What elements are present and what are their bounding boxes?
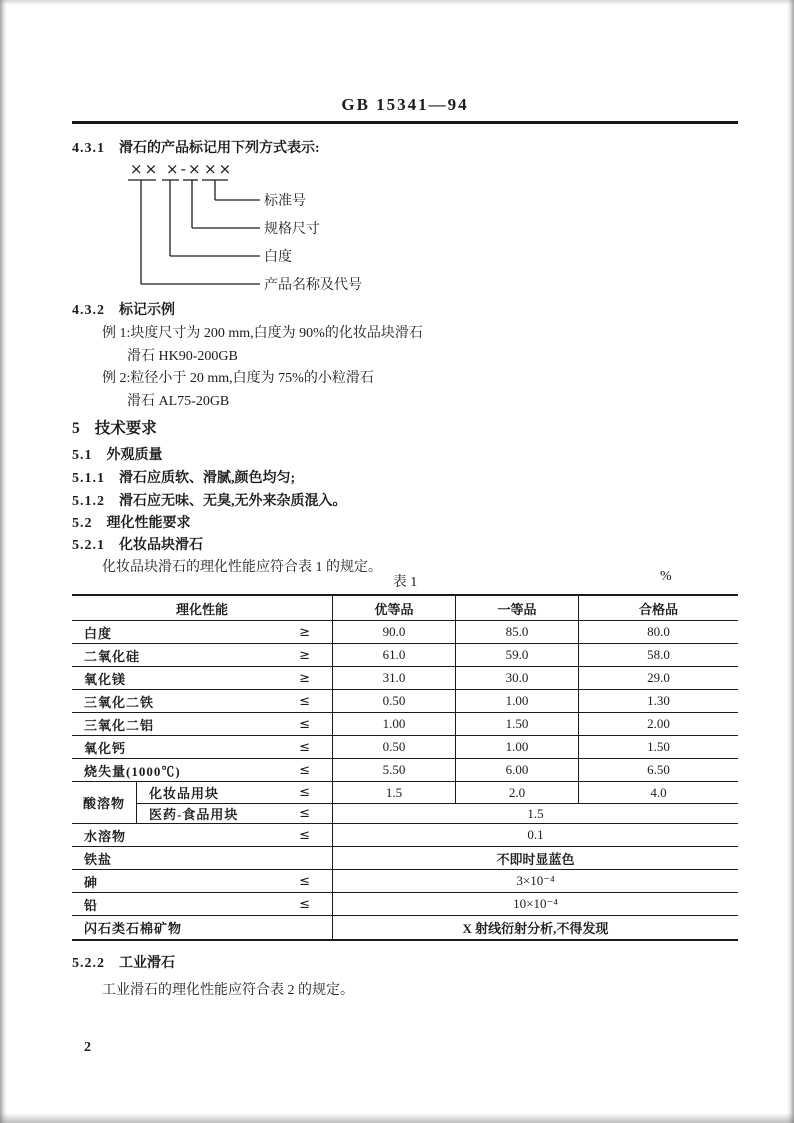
column-header-qualified-grade: 合格品 [578,596,738,620]
value-span-cell: 0.1 [332,824,738,846]
column-header-first-grade: 一等品 [455,596,578,620]
clause-number: 5.2 [72,516,93,531]
value-cell: 1.5 [332,782,455,803]
clause-text: 化妆品块滑石 [119,538,203,553]
value-cell: 1.00 [455,690,578,712]
value-cell: 6.00 [455,759,578,781]
limit-symbol: ≤ [299,827,310,843]
value-cell: 5.50 [332,759,455,781]
table-row [72,690,738,713]
clause-text: 标记示例 [119,303,175,318]
row-label-cell [72,736,332,758]
value-cell: 1.50 [578,736,738,758]
clause-5-2-2 [72,952,175,972]
subrow-label-cell [137,804,332,823]
example-1-line-1: 例 1:块度尺寸为 200 mm,白度为 90%的化妆品块滑石 [102,326,423,341]
value-cell: 1.00 [332,713,455,735]
property-label: 闪石类石棉矿物 [84,921,183,936]
standard-number-header: GB 15341—94 [341,95,469,114]
clause-4-3-1 [72,137,320,157]
scan-edge-bottom [0,1113,794,1123]
limit-symbol: ≤ [299,693,310,709]
row-label-cell [72,870,332,892]
marking-code-group1: ×× [130,160,160,178]
clause-text: 滑石的产品标记用下列方式表示: [119,141,320,156]
subrow-label-cell [137,782,332,803]
limit-symbol: ≥ [299,670,310,686]
value-cell: 58.0 [578,644,738,666]
value-span-cell: 1.5 [332,804,738,823]
value-cell: 59.0 [455,644,578,666]
value-cell: 29.0 [578,667,738,689]
row-label-cell [72,893,332,915]
clause-5-1-2 [72,490,347,510]
property-label: 烧失量(1000℃) [84,763,181,779]
clause-5-1-1 [72,467,295,487]
property-label: 砷 [84,874,99,890]
table-row [72,644,738,667]
value-cell: 1.30 [578,690,738,712]
value-span-cell: 10×10⁻⁴ [332,893,738,915]
clause-number: 5 [72,420,81,437]
product-marking-diagram [122,160,432,302]
limit-symbol: ≥ [299,624,310,640]
row-group-label: 酸溶物 [72,782,137,823]
clause-5-2-2-body: 工业滑石的理化性能应符合表 2 的规定。 [102,983,354,998]
table-row [72,667,738,690]
limit-symbol: ≤ [299,806,310,821]
clause-number: 5.2.1 [72,538,105,553]
value-cell: 1.00 [455,736,578,758]
diagram-label-spec-size: 规格尺寸 [264,222,320,237]
row-label-cell [72,759,332,781]
diagram-label-whiteness: 白度 [264,250,292,265]
property-label: 二氧化硅 [84,648,141,664]
limit-symbol: ≤ [299,785,310,800]
row-label-cell [72,667,332,689]
limit-symbol: ≤ [299,873,310,889]
page-number: 2 [84,1040,91,1055]
scan-edge-top [0,0,794,5]
table-row [72,759,738,782]
limit-symbol: ≤ [299,716,310,732]
value-cell: 1.50 [455,713,578,735]
limit-symbol: ≤ [299,896,310,912]
marking-code-group2: ×-× [166,160,203,178]
property-label: 医药-食品用块 [149,807,239,822]
limit-symbol: ≥ [299,647,310,663]
property-label: 白度 [84,625,113,641]
property-label: 铁盐 [84,851,113,867]
table-1-caption: 表 1 [392,575,418,590]
limit-symbol: ≤ [299,739,310,755]
table-subrow [137,803,738,823]
property-label: 铅 [84,897,99,913]
row-group-inner [137,782,738,823]
table-1 [72,594,738,941]
row-label-cell [72,713,332,735]
clause-text: 工业滑石 [119,956,175,971]
row-label-cell [72,621,332,643]
marking-code-group3: ×× [204,160,234,178]
row-label-cell [72,916,332,939]
value-span-cell: 不即时显蓝色 [332,847,738,869]
value-cell: 90.0 [332,621,455,643]
table-row [72,824,738,847]
property-label: 三氧化二铁 [84,694,155,710]
property-label: 氧化钙 [84,740,127,756]
row-label-cell [72,824,332,846]
diagram-label-product-name: 产品名称及代号 [264,278,362,293]
clause-text: 理化性能要求 [106,516,191,531]
example-2-line-1: 例 2:粒径小于 20 mm,白度为 75%的小粒滑石 [102,371,374,386]
table-row [72,847,738,870]
table-row-group [72,782,738,824]
table-row [72,893,738,916]
scan-edge-left [0,0,7,1123]
value-cell: 0.50 [332,690,455,712]
clause-5 [72,416,157,438]
value-cell: 85.0 [455,621,578,643]
clause-number: 4.3.2 [72,303,105,318]
value-cell: 0.50 [332,736,455,758]
column-header-property: 理化性能 [175,601,228,617]
example-2-line-2: 滑石 AL75-20GB [127,394,230,409]
property-label: 水溶物 [84,828,127,844]
property-label: 三氧化二铝 [84,717,155,733]
clause-number: 5.1.2 [72,494,105,509]
table-row [72,736,738,759]
value-cell: 31.0 [332,667,455,689]
scan-edge-right [787,0,794,1123]
value-cell: 2.0 [455,782,578,803]
clause-number: 5.1.1 [72,471,105,486]
property-label: 氧化镁 [84,671,127,687]
column-header-premium-grade: 优等品 [332,596,455,620]
clause-text: 滑石应无味、无臭,无外来杂质混入。 [119,494,347,509]
clause-5-2-1-body: 化妆品块滑石的理化性能应符合表 1 的规定。 [102,560,382,575]
value-cell: 80.0 [578,621,738,643]
value-cell: 4.0 [578,782,738,803]
value-cell: 2.00 [578,713,738,735]
value-cell: 30.0 [455,667,578,689]
clause-text: 技术要求 [94,420,157,437]
clause-text: 滑石应质软、滑腻,颜色均匀; [119,471,296,486]
header-rule [72,121,738,124]
example-1-line-2: 滑石 HK90-200GB [127,349,238,364]
table-row [72,916,738,939]
clause-number: 5.1 [72,448,93,463]
table-row [72,870,738,893]
clause-5-2-1 [72,534,203,554]
table-row [72,621,738,644]
row-label-cell [72,644,332,666]
clause-number: 5.2.2 [72,956,105,971]
diagram-label-standard-no: 标准号 [264,194,306,209]
row-label-cell [72,847,332,869]
value-cell: 61.0 [332,644,455,666]
clause-text: 外观质量 [106,448,163,463]
value-span-cell: X 射线衍射分析,不得发现 [332,916,738,939]
table-subrow [137,782,738,803]
clause-5-1 [72,444,163,464]
value-cell: 6.50 [578,759,738,781]
property-label: 化妆品用块 [149,786,220,801]
row-label-cell [72,690,332,712]
limit-symbol: ≤ [299,762,310,778]
table-1-unit: % [660,569,672,584]
value-span-cell: 3×10⁻⁴ [332,870,738,892]
clause-5-2 [72,512,191,532]
clause-number: 4.3.1 [72,141,105,156]
clause-4-3-2 [72,299,175,319]
table-row [72,713,738,736]
table-header-row [72,596,738,621]
